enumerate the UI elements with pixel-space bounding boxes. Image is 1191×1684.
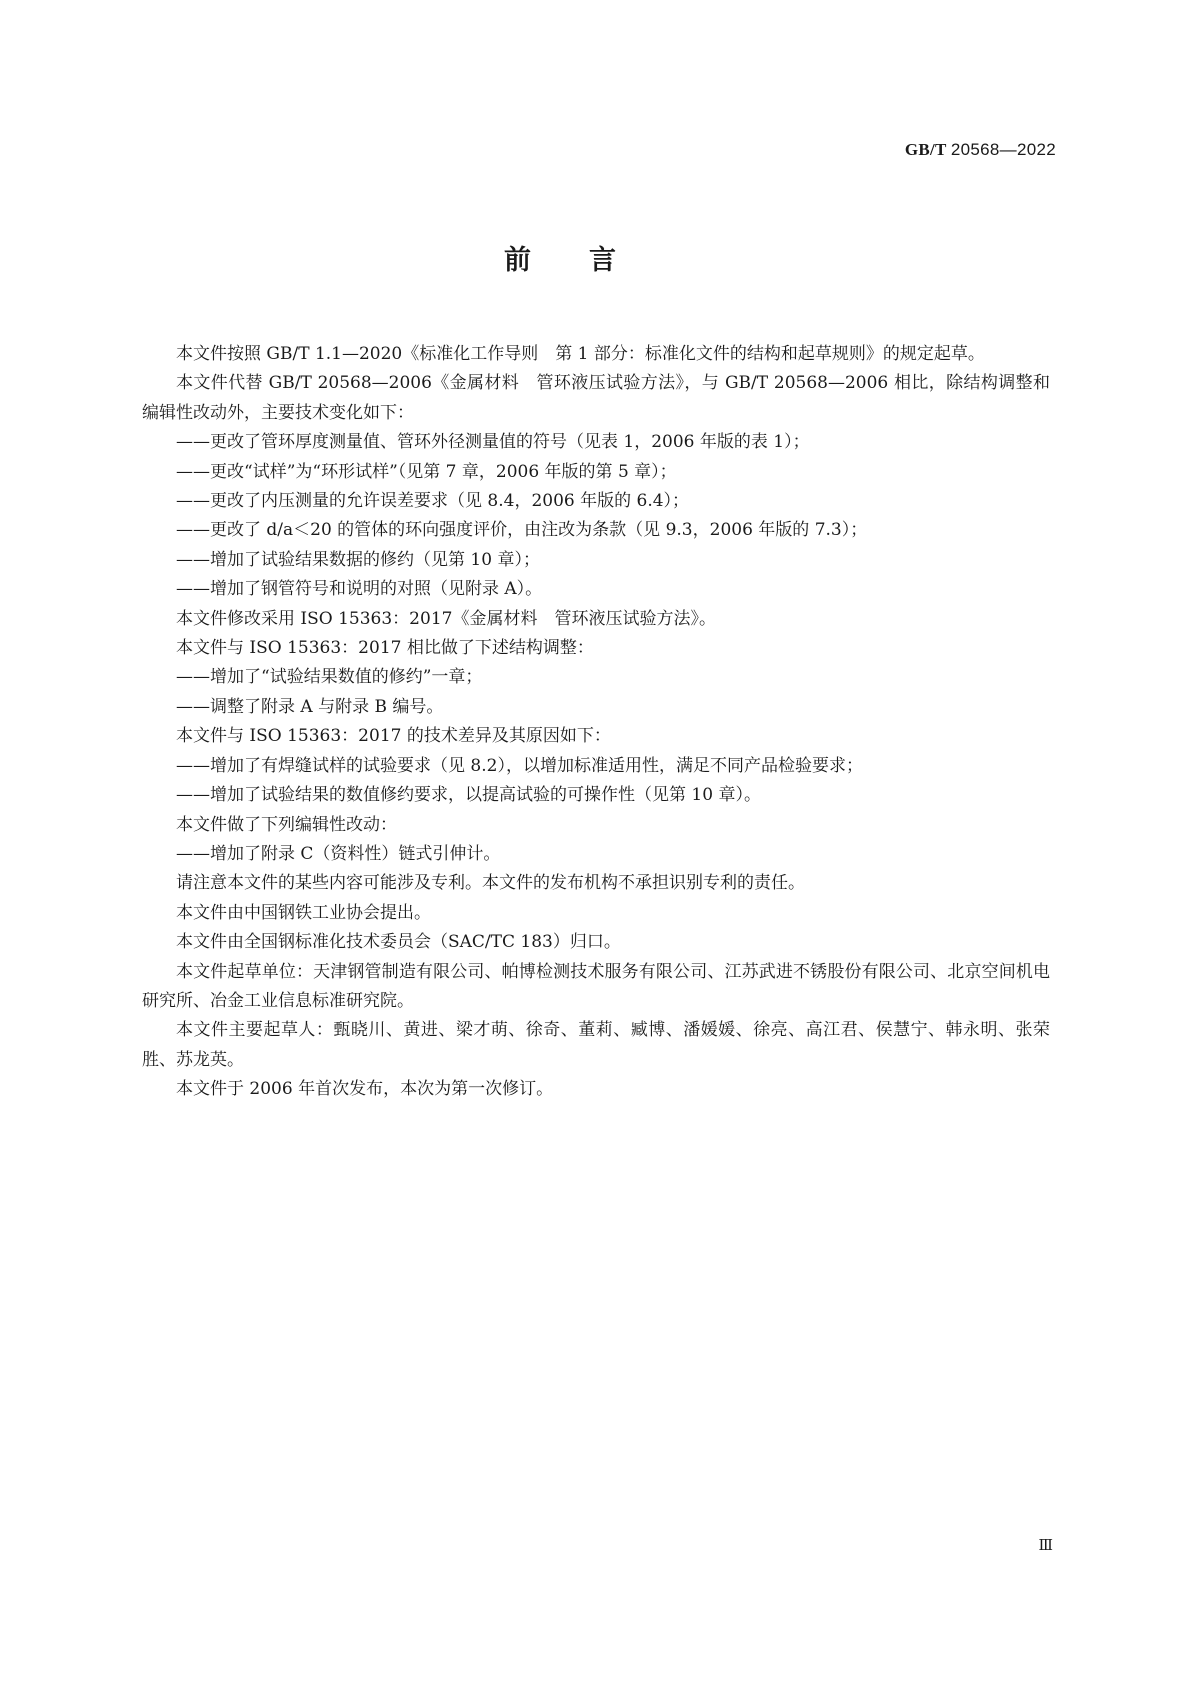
- foreword-body: [142, 340, 1050, 1105]
- paragraph: 本文件与 ISO 15363：2017 相比做了下述结构调整：: [176, 638, 594, 659]
- paragraph: 本文件做了下列编辑性改动：: [176, 814, 397, 835]
- paragraph: 本文件起草单位：天津钢管制造有限公司、帕博检测技术服务有限公司、江苏武进不锈股份有限公司、北京空间机电研究所、冶金工业信息标准研究院。: [142, 961, 1050, 1011]
- list-item: ——增加了“试验结果数值的修约”一章；: [176, 667, 483, 688]
- paragraph: 本文件修改采用 ISO 15363：2017《金属材料 管环液压试验方法》。: [176, 608, 716, 629]
- list-item: ——增加了试验结果数据的修约（见第 10 章）；: [176, 549, 540, 570]
- list-item: ——增加了附录 C（资料性）链式引伸计。: [176, 843, 501, 864]
- page-number: Ⅲ: [1038, 1538, 1053, 1554]
- list-item: ——增加了试验结果的数值修约要求，以提高试验的可操作性（见第 10 章）。: [176, 785, 761, 806]
- paragraph: 本文件按照 GB/T 1.1—2020《标准化工作导则 第 1 部分：标准化文件的结构和起草规则》的规定起草。: [176, 344, 985, 364]
- standard-code: [905, 140, 1056, 160]
- paragraph: 本文件由中国钢铁工业协会提出。: [176, 902, 431, 923]
- page-title: 前言: [504, 245, 674, 276]
- list-item: ——增加了有焊缝试样的试验要求（见 8.2），以增加标准适用性，满足不同产品检验要求；: [176, 755, 863, 776]
- standard-number: 20568—2022: [950, 140, 1056, 159]
- list-item: ——更改“试样”为“环形试样”（见第 7 章，2006 年版的第 5 章）；: [176, 461, 677, 482]
- paragraph: 本文件主要起草人：甄晓川、黄进、梁才萌、徐奇、董莉、臧博、潘媛媛、徐亮、高江君、侯慧宁、韩永明、张荣胜、苏龙英。: [142, 1020, 1050, 1070]
- list-item: ——更改了 d/a＜20 的管体的环向强度评价，由注改为条款（见 9.3，2006 年版的 7.3）；: [176, 520, 868, 541]
- paragraph: 本文件于 2006 年首次发布，本次为第一次修订。: [176, 1079, 554, 1100]
- paragraph: 本文件由全国钢标准化技术委员会（SAC/TC 183）归口。: [176, 932, 621, 953]
- list-item: ——更改了内压测量的允许误差要求（见 8.4，2006 年版的 6.4）；: [176, 491, 690, 512]
- list-item: ——更改了管环厚度测量值、管环外径测量值的符号（见表 1，2006 年版的表 1）；: [176, 432, 810, 453]
- standard-prefix: GB/T: [904, 140, 947, 159]
- paragraph: 本文件代替 GB/T 20568—2006《金属材料 管环液压试验方法》，与 GB/T 20568—2006 相比，除结构调整和编辑性改动外，主要技术变化如下：: [142, 373, 1050, 423]
- paragraph: 请注意本文件的某些内容可能涉及专利。本文件的发布机构不承担识别专利的责任。: [176, 873, 805, 894]
- paragraph: 本文件与 ISO 15363：2017 的技术差异及其原因如下：: [176, 726, 611, 747]
- list-item: ——调整了附录 A 与附录 B 编号。: [176, 696, 444, 717]
- list-item: ——增加了钢管符号和说明的对照（见附录 A）。: [176, 579, 543, 600]
